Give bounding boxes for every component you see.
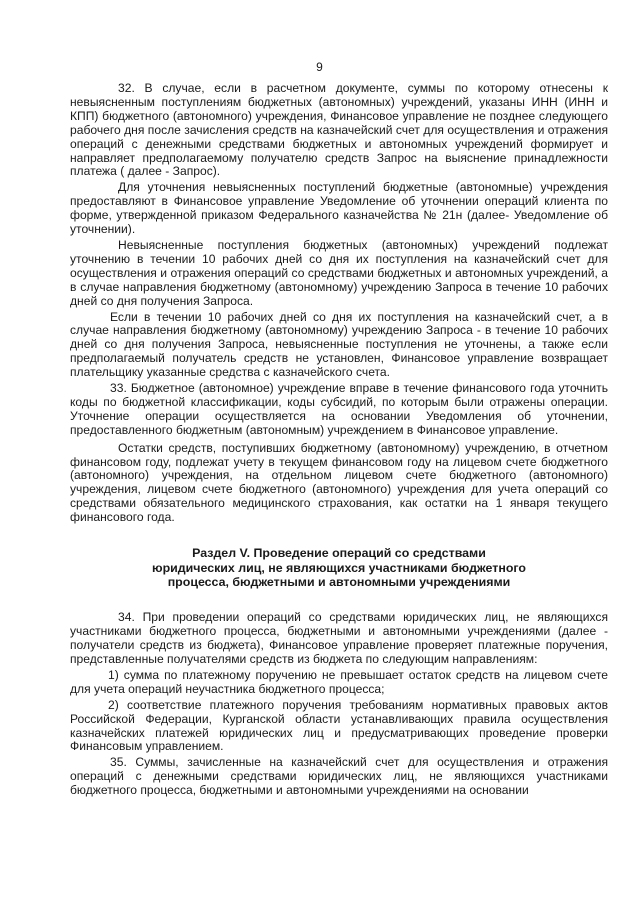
section-heading-line: процесса, бюджетными и автономными учреждениями: [167, 574, 511, 589]
page-number: 9: [316, 60, 323, 74]
paragraph-balances: Остатки средств, поступивших бюджетному (автономному) учреждению, в отчетном финансовом году, подлежат учету в текущем финансовом году на лицевом счете бюджетного (автономного) учреждения, на отдельном лицевом счете бюджетного (автономного) учреждения, лицевом счете бюджетного (автономного) учреждения для учета операций со средствами обязательного медицинского страхования, как остатки на 1 января текущего финансового года.: [70, 440, 608, 525]
paragraph-clarification: Для уточнения невыясненных поступлений бюджетные (автономные) учреждения предоставляют в Финансовое управление Уведомление об уточнении операций клиента по форме, утвержденной приказом Федерального казначейства № 21н (далее- Уведомление об уточнении).: [70, 180, 608, 237]
paragraph-35: 35. Суммы, зачисленные на казначейский счет для осуществления и отражения операций с денежными средствами юридических лиц, не являющихся участниками бюджетного процесса, бюджетными и автономными учреждениями на основании: [70, 755, 608, 798]
document-body: [70, 82, 608, 798]
list-item-2: 2) соответствие платежного поручения требованиям нормативных правовых актов Российской Федерации, Курганской области устанавливающих правила осуществления казначейских платежей юридических лиц и предусматривающих проведение проверки Финансовым управлением.: [70, 697, 608, 754]
paragraph-33: 33. Бюджетное (автономное) учреждение вправе в течение финансового года уточнить коды по бюджетной классификации, коды субсидий, по которым были отражены операции. Уточнение операции осуществляется на основании Уведомления об уточнении, предоставленного бюджетным (автономным) учреждением в Финансовое управление.: [70, 381, 608, 437]
section-heading: [70, 546, 608, 589]
paragraph-34: 34. При проведении операций со средствами юридических лиц, не являющихся участниками бюджетного процесса, бюджетными и автономными учреждениями (далее - получатели средств из бюджета), Финансовое управление проверяет платежные поручения, представленные получателями средств из бюджета по следующим направлениям:: [70, 610, 608, 667]
paragraph-refund: Если в течении 10 рабочих дней со дня их поступления на казначейский счет, а в случае направления бюджетному (автономному) учреждению Запроса - в течение 10 рабочих дней со дня получения Запроса, невыясненные поступления не уточнены, а также если предполагаемый получатель средств не установлен, Финансовое управление возвращает плательщику указанные средства с казначейского счета.: [70, 309, 608, 380]
paragraph-32: 32. В случае, если в расчетном документе, суммы по которому отнесены к невыясненным поступлениям бюджетных (автономных) учреждений, указаны ИНН (ИНН и КПП) бюджетного (автономного) учреждения, Финансовое управление не позднее следующего рабочего дня после зачисления средств на казначейский счет для осуществления и отражения операций с денежными средствами бюджетных и автономных учреждений формирует и направляет предполагаемому получателю средств Запрос на выяснение принадлежности платежа ( далее - Запрос).: [70, 81, 608, 179]
list-item-1: 1) сумма по платежному поручению не превышает остаток средств на лицевом счете для учета операций неучастника бюджетного процесса;: [70, 667, 608, 696]
section-heading-line: юридических лиц, не являющихся участниками бюджетного: [152, 560, 526, 575]
paragraph-unexplained-receipts: Невыясненные поступления бюджетных (автономных) учреждений подлежат уточнению в течении 10 рабочих дней со дня их поступления на казначейский счет для осуществления и отражения операций со средствами бюджетных и автономных учреждений, а в случае направления бюджетному (автономному) учреждению Запроса в течение 10 рабочих дней со дня получения Запроса.: [70, 237, 608, 308]
section-heading-line: Раздел V. Проведение операций со средствами: [192, 546, 486, 561]
